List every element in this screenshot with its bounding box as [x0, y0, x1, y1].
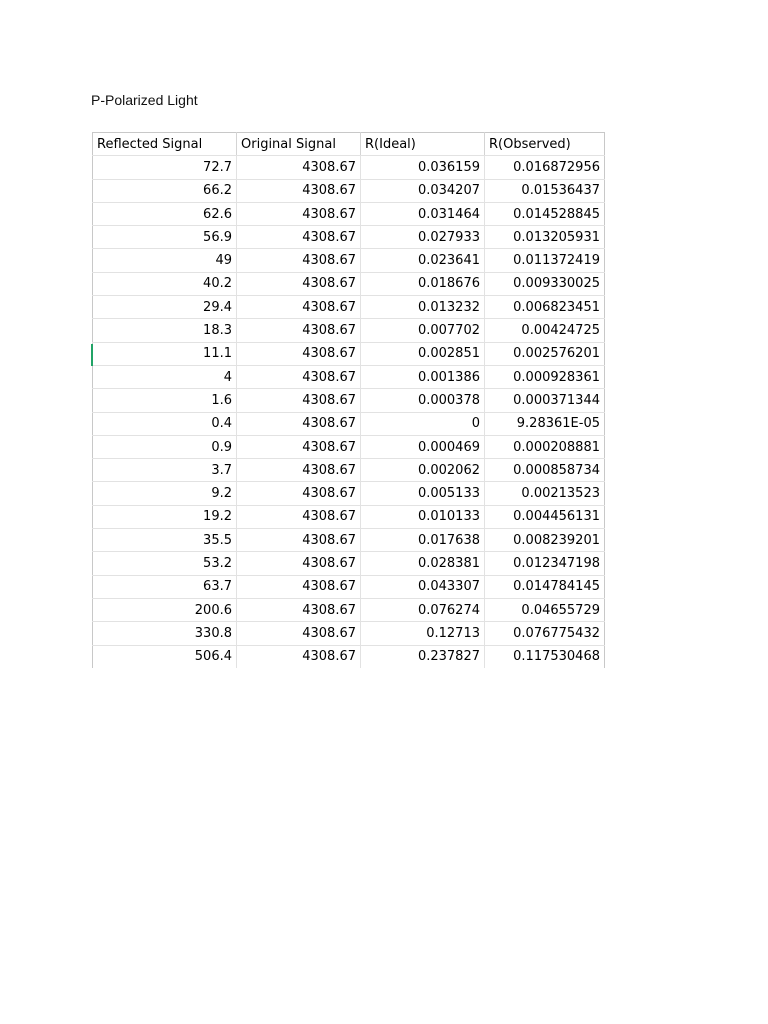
- reflected-signal-cell[interactable]: 0.4: [93, 412, 237, 435]
- r-ideal-cell[interactable]: 0.076274: [361, 598, 485, 621]
- r-ideal-cell[interactable]: 0.237827: [361, 645, 485, 668]
- r-observed-cell[interactable]: 0.016872956: [485, 156, 605, 179]
- reflected-signal-cell[interactable]: 0.9: [93, 435, 237, 458]
- reflected-signal-cell[interactable]: 1.6: [93, 389, 237, 412]
- r-ideal-cell[interactable]: 0.007702: [361, 319, 485, 342]
- r-observed-cell[interactable]: 0.013205931: [485, 226, 605, 249]
- reflected-signal-cell[interactable]: 62.6: [93, 202, 237, 225]
- original-signal-cell[interactable]: 4308.67: [237, 645, 361, 668]
- r-ideal-cell[interactable]: 0.018676: [361, 272, 485, 295]
- r-observed-cell[interactable]: 9.28361E-05: [485, 412, 605, 435]
- reflected-signal-cell[interactable]: 72.7: [93, 156, 237, 179]
- r-ideal-cell[interactable]: 0.013232: [361, 296, 485, 319]
- table-row: [93, 179, 605, 202]
- original-signal-cell[interactable]: 4308.67: [237, 505, 361, 528]
- table-row: [93, 645, 605, 668]
- original-signal-cell[interactable]: 4308.67: [237, 202, 361, 225]
- table-row: [93, 226, 605, 249]
- r-observed-cell[interactable]: 0.00213523: [485, 482, 605, 505]
- original-signal-cell[interactable]: 4308.67: [237, 459, 361, 482]
- reflected-signal-cell[interactable]: 63.7: [93, 575, 237, 598]
- original-signal-cell[interactable]: 4308.67: [237, 412, 361, 435]
- r-ideal-cell[interactable]: 0.028381: [361, 552, 485, 575]
- original-signal-cell[interactable]: 4308.67: [237, 156, 361, 179]
- reflected-signal-cell[interactable]: 200.6: [93, 598, 237, 621]
- table-row: [93, 342, 605, 365]
- r-observed-cell[interactable]: 0.012347198: [485, 552, 605, 575]
- column-header-r-ideal[interactable]: R(Ideal): [361, 133, 485, 156]
- original-signal-cell[interactable]: 4308.67: [237, 296, 361, 319]
- r-ideal-cell[interactable]: 0.002062: [361, 459, 485, 482]
- table-row: [93, 459, 605, 482]
- r-observed-cell[interactable]: 0.011372419: [485, 249, 605, 272]
- r-ideal-cell[interactable]: 0.000378: [361, 389, 485, 412]
- data-table: [92, 132, 605, 668]
- table-row: [93, 365, 605, 388]
- original-signal-cell[interactable]: 4308.67: [237, 622, 361, 645]
- original-signal-cell[interactable]: 4308.67: [237, 552, 361, 575]
- r-ideal-cell[interactable]: 0.017638: [361, 529, 485, 552]
- r-observed-cell[interactable]: 0.014784145: [485, 575, 605, 598]
- table-body: [93, 156, 605, 669]
- r-observed-cell[interactable]: 0.008239201: [485, 529, 605, 552]
- original-signal-cell[interactable]: 4308.67: [237, 365, 361, 388]
- reflected-signal-cell[interactable]: 3.7: [93, 459, 237, 482]
- r-observed-cell[interactable]: 0.004456131: [485, 505, 605, 528]
- table-row: [93, 272, 605, 295]
- table-row: [93, 156, 605, 179]
- original-signal-cell[interactable]: 4308.67: [237, 389, 361, 412]
- table-row: [93, 412, 605, 435]
- original-signal-cell[interactable]: 4308.67: [237, 272, 361, 295]
- reflected-signal-cell[interactable]: 18.3: [93, 319, 237, 342]
- reflected-signal-cell[interactable]: 53.2: [93, 552, 237, 575]
- original-signal-cell[interactable]: 4308.67: [237, 249, 361, 272]
- r-ideal-cell[interactable]: 0.023641: [361, 249, 485, 272]
- original-signal-cell[interactable]: 4308.67: [237, 226, 361, 249]
- original-signal-cell[interactable]: 4308.67: [237, 342, 361, 365]
- table-row: [93, 505, 605, 528]
- r-ideal-cell[interactable]: 0.001386: [361, 365, 485, 388]
- table-row: [93, 598, 605, 621]
- column-header-original-signal[interactable]: Original Signal: [237, 133, 361, 156]
- reflected-signal-cell[interactable]: 40.2: [93, 272, 237, 295]
- reflected-signal-cell[interactable]: 56.9: [93, 226, 237, 249]
- r-observed-cell[interactable]: 0.117530468: [485, 645, 605, 668]
- r-ideal-cell[interactable]: 0.036159: [361, 156, 485, 179]
- reflected-signal-cell[interactable]: 506.4: [93, 645, 237, 668]
- table-row: [93, 622, 605, 645]
- r-ideal-cell[interactable]: 0.12713: [361, 622, 485, 645]
- reflected-signal-cell[interactable]: 35.5: [93, 529, 237, 552]
- original-signal-cell[interactable]: 4308.67: [237, 598, 361, 621]
- original-signal-cell[interactable]: 4308.67: [237, 435, 361, 458]
- table-row: [93, 482, 605, 505]
- table-row: [93, 296, 605, 319]
- r-observed-cell[interactable]: 0.01536437: [485, 179, 605, 202]
- original-signal-cell[interactable]: 4308.67: [237, 575, 361, 598]
- reflected-signal-cell[interactable]: 66.2: [93, 179, 237, 202]
- table-row: [93, 552, 605, 575]
- r-ideal-cell[interactable]: 0: [361, 412, 485, 435]
- r-ideal-cell[interactable]: 0.034207: [361, 179, 485, 202]
- reflected-signal-cell[interactable]: 9.2: [93, 482, 237, 505]
- r-observed-cell[interactable]: 0.076775432: [485, 622, 605, 645]
- table-row: [93, 575, 605, 598]
- table-row: [93, 319, 605, 342]
- reflected-signal-cell[interactable]: 330.8: [93, 622, 237, 645]
- r-observed-cell[interactable]: 0.006823451: [485, 296, 605, 319]
- r-ideal-cell[interactable]: 0.005133: [361, 482, 485, 505]
- r-ideal-cell[interactable]: 0.027933: [361, 226, 485, 249]
- header-row: [93, 133, 605, 156]
- reflected-signal-cell[interactable]: 4: [93, 365, 237, 388]
- table-row: [93, 249, 605, 272]
- column-header-reflected-signal[interactable]: Reflected Signal: [93, 133, 237, 156]
- original-signal-cell[interactable]: 4308.67: [237, 529, 361, 552]
- original-signal-cell[interactable]: 4308.67: [237, 319, 361, 342]
- reflected-signal-cell[interactable]: 29.4: [93, 296, 237, 319]
- r-ideal-cell[interactable]: 0.031464: [361, 202, 485, 225]
- reflected-signal-cell[interactable]: 19.2: [93, 505, 237, 528]
- reflected-signal-cell[interactable]: 49: [93, 249, 237, 272]
- r-observed-cell[interactable]: 0.002576201: [485, 342, 605, 365]
- r-observed-cell[interactable]: 0.014528845: [485, 202, 605, 225]
- r-observed-cell[interactable]: 0.009330025: [485, 272, 605, 295]
- table-row: [93, 529, 605, 552]
- page-title: P-Polarized Light: [91, 92, 198, 108]
- original-signal-cell[interactable]: 4308.67: [237, 482, 361, 505]
- original-signal-cell[interactable]: 4308.67: [237, 179, 361, 202]
- r-ideal-cell[interactable]: 0.043307: [361, 575, 485, 598]
- r-observed-cell[interactable]: 0.000858734: [485, 459, 605, 482]
- r-ideal-cell[interactable]: 0.010133: [361, 505, 485, 528]
- table-row: [93, 202, 605, 225]
- r-observed-cell[interactable]: 0.000928361: [485, 365, 605, 388]
- cell-selection-marker: [91, 344, 93, 366]
- table-row: [93, 435, 605, 458]
- reflected-signal-cell[interactable]: 11.1: [93, 342, 237, 365]
- r-observed-cell[interactable]: 0.000371344: [485, 389, 605, 412]
- r-ideal-cell[interactable]: 0.000469: [361, 435, 485, 458]
- r-observed-cell[interactable]: 0.04655729: [485, 598, 605, 621]
- r-ideal-cell[interactable]: 0.002851: [361, 342, 485, 365]
- column-header-r-observed[interactable]: R(Observed): [485, 133, 605, 156]
- r-observed-cell[interactable]: 0.000208881: [485, 435, 605, 458]
- table-row: [93, 389, 605, 412]
- r-observed-cell[interactable]: 0.00424725: [485, 319, 605, 342]
